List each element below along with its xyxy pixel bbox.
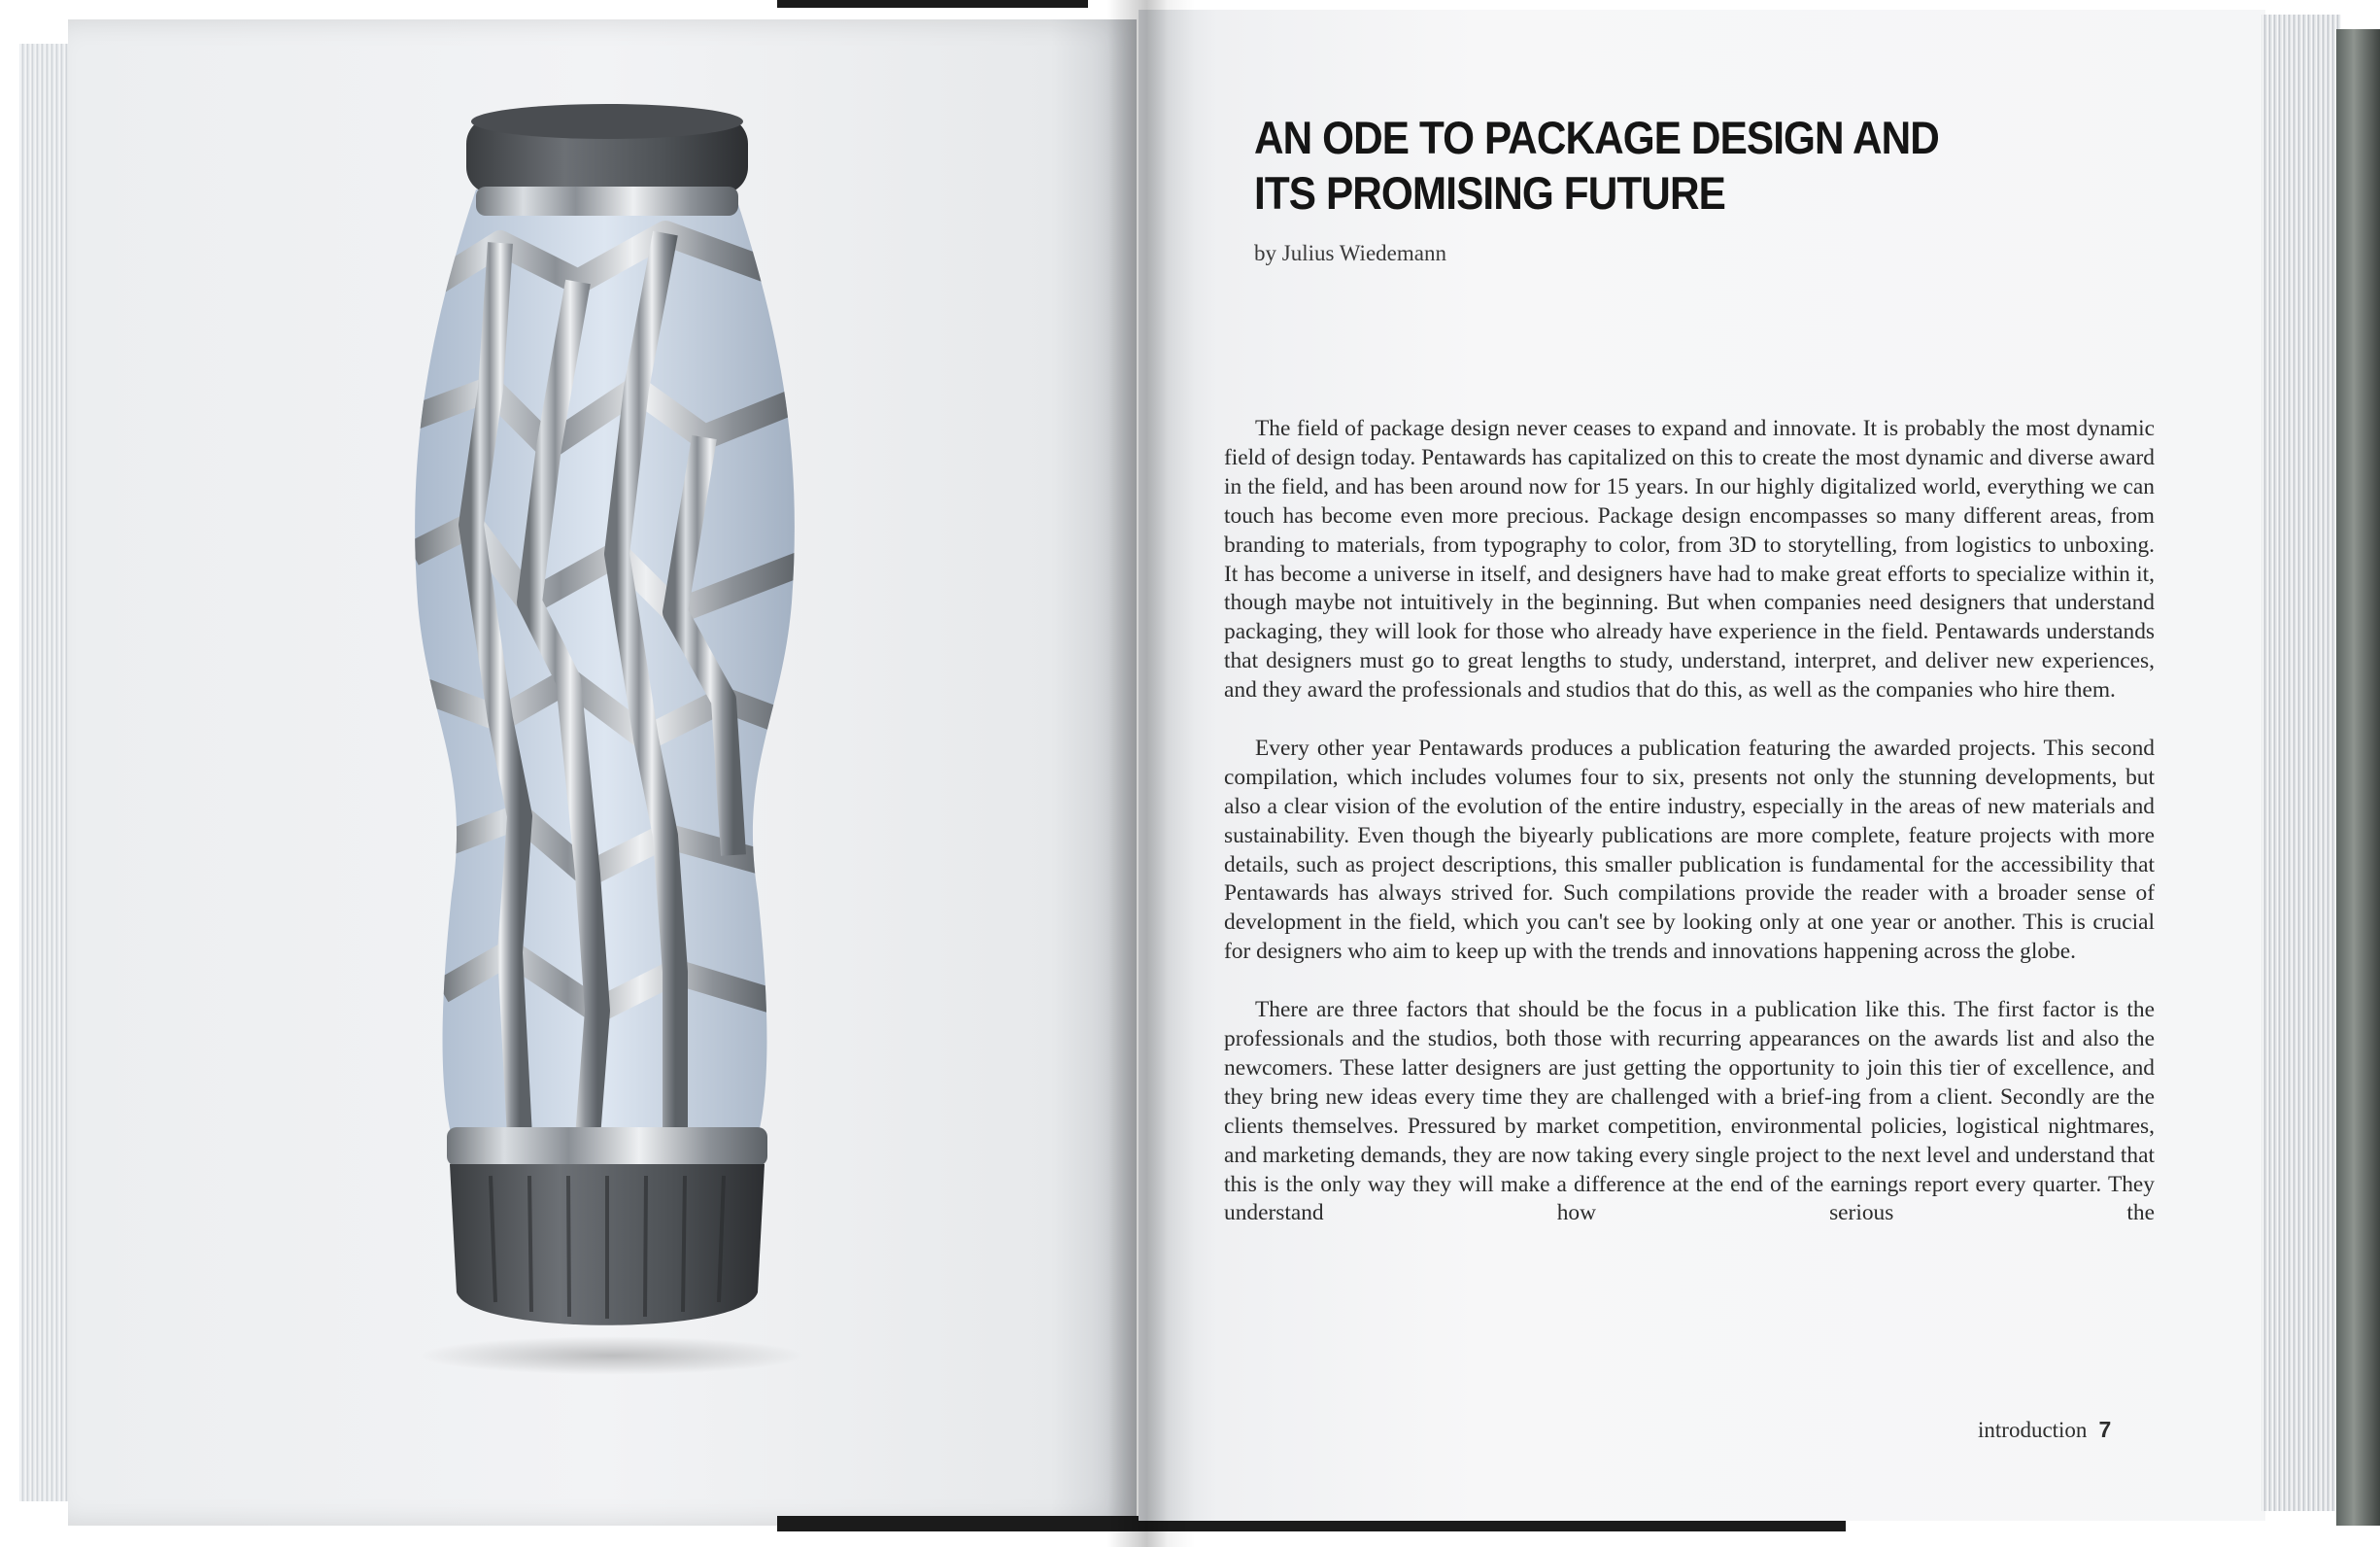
- article-heading: [1254, 110, 2041, 221]
- heading-line-2: ITS PROMISING FUTURE: [1254, 167, 1725, 219]
- byline: by Julius Wiedemann: [1254, 241, 1446, 265]
- page-number: 7: [2098, 1417, 2112, 1442]
- running-footer: [1978, 1417, 2111, 1443]
- paragraph-3: There are three factors that should be the focus in a publication like this. The first factor is the professionals and the studios, both those with recurring appearances on the awards list and also the newcomers. These latter designers are just getting the opportunity to join this tier of excellence, and they bring new ideas every time they are challenged with a brief-ing from a client. Secondly are the clients themselves. Pressured by market competition, environmental policies, logistical nightmares, and marketing demands, they are now taking every single project to the next level and understand that this is the only way they will make a difference at the end of the earnings report every quarter. They understand how serious the: [1224, 997, 2155, 1226]
- left-page-edges: [19, 44, 73, 1501]
- spine-shadow: [1107, 0, 1195, 1547]
- right-page-edges: [2261, 15, 2341, 1511]
- paragraph-1: The field of package design never ceases to expand and innovate. It is probably the most dynamic field of design today. Pentawards has capitalized on this to create the most dynamic and diverse award in the field, and has been around now for 15 years. In our highly digitalized world, everything we can touch has become even more precious. Package design encompasses so many different areas, from branding to materials, from typography to color, from 3D to storytelling, from logistics to unboxing. It has become a universe in itself, and designers have had to make great efforts to specialize within it, though maybe not intuitively in the beginning. But when companies need designers that understand packaging, they will look for those who already have experience in the field. Pentawards understands that designers must go to great lengths to study, understand, interpret, and deliver new experiences, and they award the professionals and studios that do this, as well as the companies who hire them.: [1224, 416, 2155, 704]
- cover-edge-top: [777, 0, 1088, 8]
- back-cover-edge: [2336, 29, 2380, 1526]
- paragraph-2: Every other year Pentawards produces a publication featuring the awarded projects. This second compilation, which includes volumes four to six, presents not only the stunning developments, but also a clear vision of the evolution of the entire industry, especially in the areas of new materials and sustainability. Even though the biyearly publications are more complete, feature projects with more details, such as project descriptions, this smaller publication is fundamental for the accessibility that Pentawards has always strived for. Such compilations provide the reader with a broader sense of development in the field, which you can't see by looking only at one year or another. This is crucial for designers who aim to keep up with the trends and innovations happening across the globe.: [1224, 735, 2155, 965]
- footer-section: introduction: [1978, 1418, 2088, 1442]
- heading-line-1: AN ODE TO PACKAGE DESIGN AND: [1254, 112, 1939, 163]
- article-body: [1224, 415, 2155, 1228]
- bottle-illustration: [384, 97, 831, 1351]
